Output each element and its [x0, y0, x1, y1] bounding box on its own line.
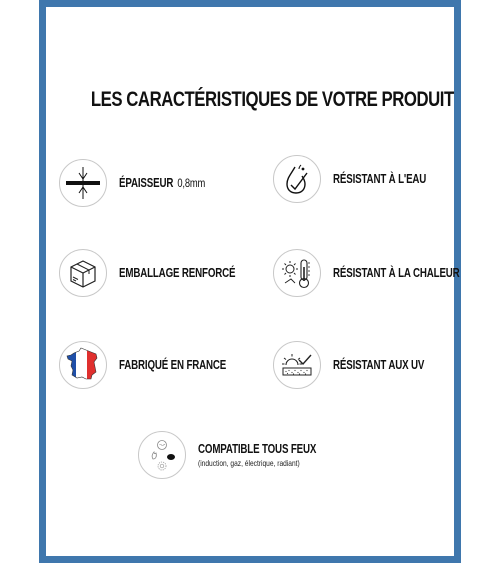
thermometer-sun-icon	[273, 249, 321, 297]
fires-sublabel: (induction, gaz, électrique, radiant)	[198, 458, 300, 468]
sun-check-icon	[273, 341, 321, 389]
thickness-label-text: ÉPAISSEUR	[119, 176, 174, 190]
thickness-value: 0,8mm	[177, 176, 206, 190]
feature-water	[273, 155, 452, 203]
feature-packaging	[59, 249, 268, 297]
fires-label-text: COMPATIBLE TOUS FEUX	[198, 442, 317, 456]
feature-thickness	[59, 159, 229, 207]
feature-uv-label: RÉSISTANT AUX UV	[333, 358, 425, 372]
feature-water-label: RÉSISTANT À L'EAU	[333, 172, 427, 186]
feature-fires	[138, 431, 350, 479]
feature-heat-label: RÉSISTANT À LA CHALEUR	[333, 266, 460, 280]
feature-fires-label	[198, 442, 316, 468]
feature-heat	[273, 249, 495, 297]
box-icon	[59, 249, 107, 297]
feature-thickness-label	[119, 176, 205, 190]
blue-frame	[39, 0, 461, 563]
france-map-icon	[59, 341, 107, 389]
feature-uv	[273, 341, 450, 389]
feature-packaging-label: EMBALLAGE RENFORCÉ	[119, 266, 236, 280]
thickness-icon	[59, 159, 107, 207]
page-title: LES CARACTÉRISTIQUES DE VOTRE PRODUIT	[90, 87, 454, 111]
feature-france	[59, 341, 256, 389]
water-drop-icon	[273, 155, 321, 203]
feature-france-label: FABRIQUÉ EN FRANCE	[119, 358, 227, 372]
cooktop-icon	[138, 431, 186, 479]
